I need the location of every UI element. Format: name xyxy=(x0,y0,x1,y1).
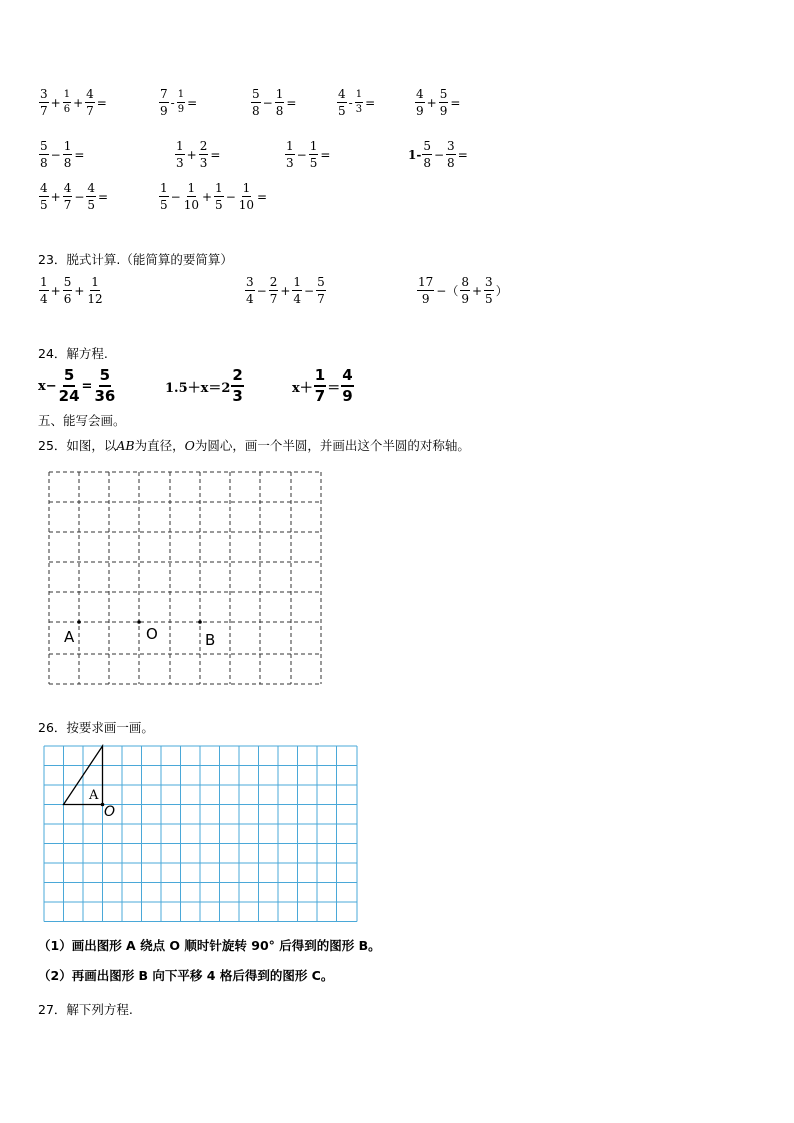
point-o-label: O xyxy=(104,804,116,820)
section5-heading: 五、能写会画。 xyxy=(38,413,126,428)
q24-equation-3: x＋ $\frac{1}{7}$ ＝ $\frac{4}{9}$ xyxy=(292,366,353,405)
triangle-label-a: A xyxy=(89,788,99,803)
fraction: $\frac{1}{10}$ xyxy=(238,181,255,212)
fraction: $\frac{5}{24}$ xyxy=(58,366,80,405)
point-o-dot xyxy=(137,620,141,624)
q26-heading: 26．按要求画一画。 xyxy=(38,720,154,735)
fraction: $\frac{7}{9}$ xyxy=(160,87,168,118)
label-o: O xyxy=(146,625,158,643)
blue-grid xyxy=(42,744,360,926)
fraction: $\frac{1}{5}$ xyxy=(215,181,223,212)
fraction: $\frac{4}{7}$ xyxy=(63,181,72,212)
fraction: $\frac{17}{9}$ xyxy=(418,275,434,306)
exercise-8: $\frac{1}{3}$ − $\frac{1}{5}$ = xyxy=(286,139,331,170)
fraction: $\frac{2}{7}$ xyxy=(269,275,278,306)
fraction: $\frac{1}{3}$ xyxy=(286,139,294,170)
label-a: A xyxy=(64,628,75,646)
fraction: $\frac{1}{10}$ xyxy=(183,181,199,212)
fraction: $\frac{4}{5}$ xyxy=(40,181,48,212)
q26-instruction-2: （2）再画出图形 B 向下平移 4 格后得到的图形 C。 xyxy=(38,968,334,983)
fraction: $\frac{4}{9}$ xyxy=(416,87,424,118)
exercise-3: $\frac{5}{8}$ − $\frac{1}{8}$ = xyxy=(252,87,297,118)
fraction: $\frac{5}{36}$ xyxy=(94,366,116,405)
fraction: $\frac{1}{8}$ xyxy=(275,87,284,118)
fraction: $\frac{1}{12}$ xyxy=(87,275,103,306)
fraction: $\frac{1}{3}$ xyxy=(355,89,363,115)
point-b-dot xyxy=(198,620,202,624)
fraction: $\frac{5}{6}$ xyxy=(63,275,72,306)
q23-expression-3: $\frac{17}{9}$ −（ $\frac{8}{9}$ + $\frac{3}{5}$ ） xyxy=(418,275,508,306)
q24-heading: 24．解方程. xyxy=(38,346,108,361)
fraction: $\frac{3}{5}$ xyxy=(485,275,493,306)
fraction: $\frac{5}{8}$ xyxy=(252,87,260,118)
fraction: $\frac{1}{5}$ xyxy=(309,139,318,170)
point-a-dot xyxy=(77,620,81,624)
fraction: $\frac{5}{9}$ xyxy=(439,87,448,118)
fraction: $\frac{1}{5}$ xyxy=(160,181,168,212)
fraction: $\frac{1}{9}$ xyxy=(177,89,185,115)
q23-heading: 23．脱式计算.（能简算的要简算） xyxy=(38,252,233,267)
fraction: $\frac{5}{8}$ xyxy=(40,139,48,170)
exercise-6: $\frac{5}{8}$ − $\frac{1}{8}$ = xyxy=(40,139,85,170)
exercise-9: 1- $\frac{5}{8}$ − $\frac{3}{8}$ = xyxy=(408,139,468,170)
dashed-grid xyxy=(46,470,326,688)
exercise-4: $\frac{4}{5}$ - $\frac{1}{3}$ = xyxy=(338,87,376,118)
fraction: $\frac{5}{7}$ xyxy=(317,275,325,306)
q24-equation-2: 1.5＋x＝2 $\frac{2}{3}$ xyxy=(165,366,243,405)
fraction: $\frac{1}{3}$ xyxy=(176,139,184,170)
q23-expression-1: $\frac{1}{4}$ + $\frac{5}{6}$ + $\frac{1}{12}$ xyxy=(40,275,103,306)
fraction: $\frac{4}{5}$ xyxy=(338,87,346,118)
fraction: $\frac{4}{7}$ xyxy=(86,87,94,118)
fraction: $\frac{3}{4}$ xyxy=(246,275,254,306)
fraction: $\frac{1}{7}$ xyxy=(314,366,326,405)
fraction: $\frac{1}{8}$ xyxy=(63,139,72,170)
q24-equation-1: x− $\frac{5}{24}$ = $\frac{5}{36}$ xyxy=(38,366,116,405)
fraction: $\frac{4}{9}$ xyxy=(342,366,353,405)
q27-heading: 27．解下列方程. xyxy=(38,1002,133,1017)
fraction: $\frac{1}{4}$ xyxy=(293,275,302,306)
fraction: $\frac{3}{7}$ xyxy=(40,87,48,118)
fraction: $\frac{1}{4}$ xyxy=(40,275,48,306)
exercise-10: $\frac{4}{5}$ + $\frac{4}{7}$ − $\frac{4}{5}$ = xyxy=(40,181,109,212)
fraction: $\frac{8}{9}$ xyxy=(461,275,469,306)
label-b: B xyxy=(205,631,216,649)
q25-heading: 25．如图，以AB为直径，O为圆心，画一个半圆，并画出这个半圆的对称轴。 xyxy=(38,438,470,453)
q26-instruction-1: （1）画出图形 A 绕点 O 顺时针旋转 90° 后得到的图形 B。 xyxy=(38,938,381,953)
point-o: O xyxy=(184,438,195,453)
segment-ab: AB xyxy=(116,438,135,453)
fraction: $\frac{1}{6}$ xyxy=(63,89,71,115)
fraction: $\frac{2}{3}$ xyxy=(199,139,208,170)
fraction: $\frac{3}{8}$ xyxy=(447,139,455,170)
exercise-5: $\frac{4}{9}$ + $\frac{5}{9}$ = xyxy=(416,87,461,118)
exercise-1: $\frac{3}{7}$ + $\frac{1}{6}$ + $\frac{4}{7}$ = xyxy=(40,87,107,118)
fraction: $\frac{2}{3}$ xyxy=(232,366,243,405)
fraction: $\frac{5}{8}$ xyxy=(423,139,431,170)
q23-expression-2: $\frac{3}{4}$ − $\frac{2}{7}$ + $\frac{1}{4}$ − $\frac{5}{7}$ xyxy=(246,275,325,306)
exercise-11: $\frac{1}{5}$ − $\frac{1}{10}$ + $\frac{1}{5}$ − $\frac{1}{10}$ = xyxy=(160,181,268,212)
exercise-2: $\frac{7}{9}$ - $\frac{1}{9}$ = xyxy=(160,87,198,118)
exercise-7: $\frac{1}{3}$ + $\frac{2}{3}$ = xyxy=(176,139,221,170)
fraction: $\frac{4}{5}$ xyxy=(87,181,96,212)
